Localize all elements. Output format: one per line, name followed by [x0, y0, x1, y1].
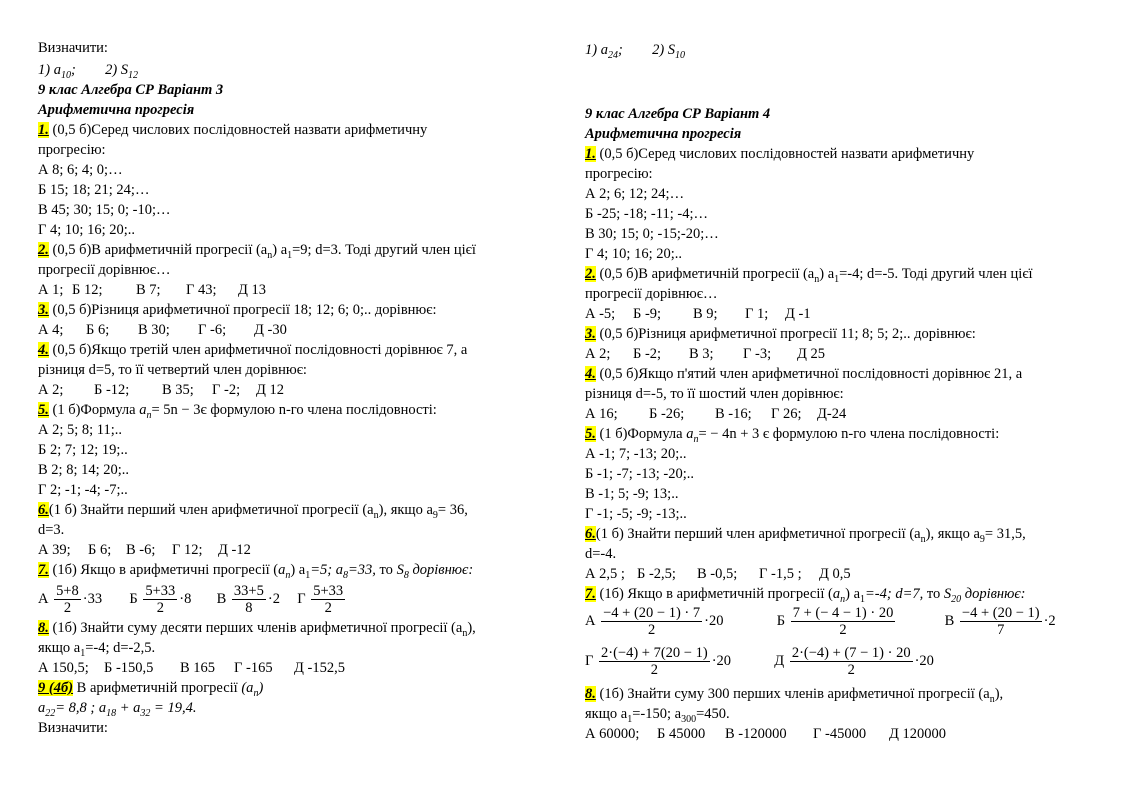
question-3: 3. (0,5 б)Різниця арифметичної прогресії 18; 12; 6; 0;.. дорівнює:	[38, 302, 437, 318]
define-label: Визначити:	[38, 40, 108, 56]
fraction: $\frac{5+33}{2}$	[145, 583, 176, 617]
option: А 2; 6; 12; 24;…	[585, 186, 685, 202]
option: Г 4; 10; 16; 20;..	[585, 246, 682, 262]
question-6-cont: d=3.	[38, 522, 65, 538]
question-7: 7. (1б) Якщо в арифметичній прогресії $(a_n)$ $a_1=-4$; d=7, то $S_{20}$ дорівнює:	[585, 586, 1026, 605]
option: А 2; 5; 8; 11;..	[38, 422, 123, 438]
options-row: А 2,5 ; Б -2,5; В -0,5; Г -1,5 ; Д 0,5	[585, 566, 851, 582]
question-2: 2. (0,5 б)В арифметичній прогресії $(a_n)$ $a_1=9$; d=3. Тоді другий член цієї	[38, 242, 476, 261]
options-row: А 60000; Б 45000 В -120000 Г -45000 Д 120000	[585, 726, 947, 742]
question-8-cont: якщо $a_1=-150$; $a_{300}=450$.	[585, 706, 730, 725]
define-label-bottom: Визначити:	[38, 720, 108, 736]
fraction-options: А $\frac{5+8}{2}$ ·33 Б $\frac{5+33}{2}$ ·8 В $\frac{33+5}{8}$ ·2 Г $\frac{5+33}{2}$	[38, 583, 344, 617]
options-row: А 1; Б 12; В 7; Г 43; Д 13	[38, 282, 267, 298]
question-1: 1. (0,5 б)Серед числових послідовностей назвати арифметичну	[38, 122, 428, 138]
question-4: 4. (0,5 б)Якщо третій член арифметичної послідовності дорівнює 7, а	[38, 342, 468, 358]
question-1-cont: прогресію:	[38, 142, 106, 158]
option: Г 4; 10; 16; 20;..	[38, 222, 135, 238]
question-6-cont: d=-4.	[585, 546, 617, 562]
options-row: А 39; Б 6; В -6; Г 12; Д -12	[38, 542, 251, 558]
option: А -1; 7; -13; 20;..	[585, 446, 687, 462]
variant-subtitle: Арифметична прогресія	[38, 102, 195, 118]
question-8: 8. (1б) Знайти суму десяти перших членів арифметичної прогресії $(a_n)$,	[38, 620, 476, 639]
fraction: $\frac{7 + (- 4 - 1) \cdot 20}{2}$	[792, 605, 894, 639]
options-row: А 2; Б -12; В 35; Г -2; Д 12	[38, 382, 285, 398]
option: А 8; 6; 4; 0;…	[38, 162, 123, 178]
define-items: 1) $a_{24}$; 2) $S_{10}$	[585, 42, 686, 61]
option: В 2; 8; 14; 20;..	[38, 462, 130, 478]
options-row: А 150,5; Б -150,5 В 165 Г -165 Д -152,5	[38, 660, 345, 676]
option: Б 2; 7; 12; 19;..	[38, 442, 128, 458]
option: Б 15; 18; 21; 24;…	[38, 182, 150, 198]
fraction: $\frac{5+8}{2}$	[56, 583, 79, 617]
question-8: 8. (1б) Знайти суму 300 перших членів арифметичної прогресії $(a_n)$,	[585, 686, 1004, 705]
variant-subtitle: Арифметична прогресія	[585, 126, 742, 142]
option: В 45; 30; 15; 0; -10;…	[38, 202, 171, 218]
variant-title: 9 клас Алгебра СР Варіант 4	[585, 106, 771, 122]
option: Г -1; -5; -9; -13;..	[585, 506, 687, 522]
fraction: $\frac{2\cdot(-4) + (7 - 1) \cdot 20}{2}$	[791, 645, 911, 679]
variant-title: 9 клас Алгебра СР Варіант 3	[38, 82, 224, 98]
question-6: 6.(1 б) Знайти перший член арифметичної прогресії $(a_n)$, якщо $a_9= 31,5$,	[585, 526, 1026, 545]
question-5: 5. (1 б)Формула $a_n= - 4n + 3$ є формулою n-го члена послідовності:	[585, 426, 1000, 445]
define-items: 1) $a_{10}$; 2) $S_{12}$	[38, 62, 139, 81]
fraction: $\frac{-4 + (20 - 1)}{7}$	[961, 605, 1040, 639]
question-7: 7. (1б) Якщо в арифметичні прогресії $(a_n)$ $a_1=5$; $a_8=33$, то $S_8$ дорівнює:	[38, 562, 474, 581]
option: Б -25; -18; -11; -4;…	[585, 206, 708, 222]
options-row: А 16; Б -26; В -16; Г 26; Д-24	[585, 406, 847, 422]
option: В 30; 15; 0; -15;-20;…	[585, 226, 719, 242]
question-4-cont: різниця d=-5, то її шостий член дорівнює:	[585, 386, 844, 402]
fraction: $\frac{5+33}{2}$	[313, 583, 344, 617]
question-4-cont: різниця d=5, то її четвертий член дорівнює:	[38, 362, 307, 378]
options-row: А 4; Б 6; В 30; Г -6; Д -30	[38, 322, 287, 338]
question-5: 5. (1 б)Формула $a_n= 5n - 3є$ формулою n-го члена послідовності:	[38, 402, 437, 421]
question-6: 6.(1 б) Знайти перший член арифметичної прогресії $(a_n)$, якщо $a_9= 36$,	[38, 502, 468, 521]
option: Б -1; -7; -13; -20;..	[585, 466, 695, 482]
fraction: $\frac{-4 + (20 - 1) \cdot 7}{2}$	[603, 605, 701, 639]
question-3: 3. (0,5 б)Різниця арифметичної прогресії 11; 8; 5; 2;.. дорівнює:	[585, 326, 976, 342]
options-row: А 2; Б -2; В 3; Г -3; Д 25	[585, 346, 826, 362]
fraction-options-row-1: А $\frac{-4 + (20 - 1) \cdot 7}{2}$ ·20 Б $\frac{7 + (- 4 - 1) \cdot 20}{2}$ В $\frac{-4 + (20 - 1)}{7}$ ·2	[585, 605, 1056, 639]
question-9-formula: $a_{22}= 8,8$ ; $a_{18} + a_{32} = 19,4$.	[38, 700, 197, 719]
question-2: 2. (0,5 б)В арифметичній прогресії $(a_n)$ $a_1=-4$; d=-5. Тоді другий член цієї	[585, 266, 1033, 285]
question-1-cont: прогресію:	[585, 166, 653, 182]
fraction-options-row-2: Г $\frac{2\cdot(-4) + 7(20 - 1)}{2}$ ·20 Д $\frac{2\cdot(-4) + (7 - 1) \cdot 20}{2}$ ·20	[585, 645, 934, 679]
question-8-cont: якщо $a_1=-4$; d=-2,5.	[38, 640, 156, 659]
fraction: $\frac{2\cdot(-4) + 7(20 - 1)}{2}$	[601, 645, 708, 679]
option: Г 2; -1; -4; -7;..	[38, 482, 128, 498]
question-2-cont: прогресії дорівнює…	[38, 262, 171, 278]
option: В -1; 5; -9; 13;..	[585, 486, 679, 502]
question-2-cont: прогресії дорівнює…	[585, 286, 718, 302]
question-4: 4. (0,5 б)Якщо п'ятий член арифметичної послідовності дорівнює 21, а	[585, 366, 1023, 382]
options-row: А -5; Б -9; В 9; Г 1; Д -1	[585, 306, 811, 322]
question-9: 9 (4б) В арифметичній прогресії $(a_n)$	[38, 680, 264, 699]
question-1: 1. (0,5 б)Серед числових послідовностей назвати арифметичну	[585, 146, 975, 162]
fraction: $\frac{33+5}{8}$	[233, 583, 264, 617]
